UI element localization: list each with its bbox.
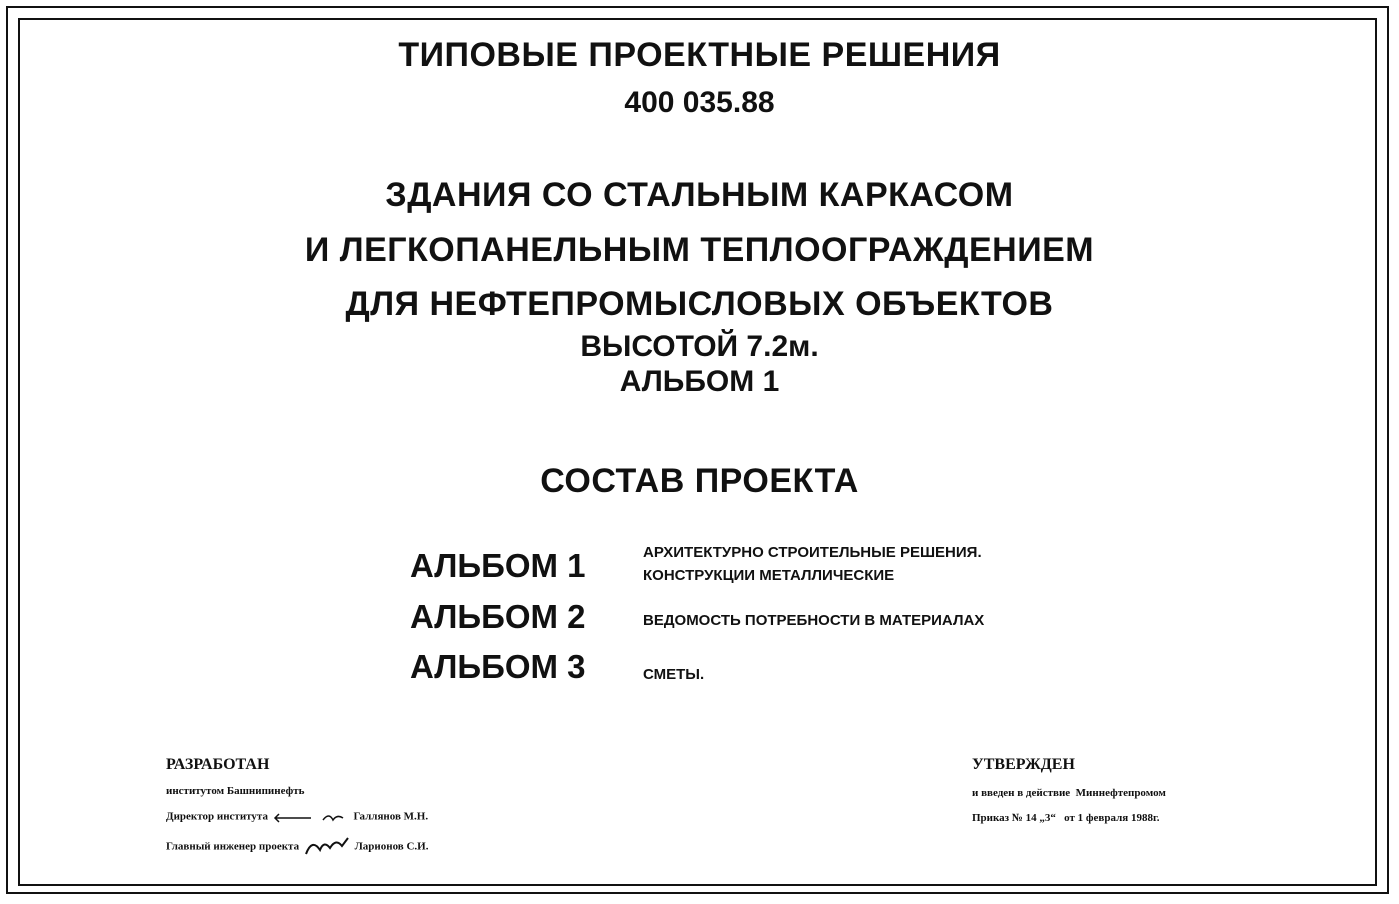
approved-prefix: и введен в действие: [972, 787, 1071, 799]
subject-height: ВЫСОТОЙ 7.2м.: [580, 330, 819, 363]
album-1-name: АЛЬБОМ 1: [410, 547, 586, 584]
developed-heading: РАЗРАБОТАН: [166, 756, 270, 773]
director-name: Галлянов М.Н.: [353, 810, 429, 823]
approved-line-2: [972, 812, 1159, 824]
subject-album: АЛЬБОМ 1: [619, 365, 780, 398]
approved-heading: УТВЕРЖДЕН: [972, 756, 1075, 773]
album-2-name: АЛЬБОМ 2: [410, 598, 586, 635]
subject-line-3: ДЛЯ НЕФТЕПРОМЫСЛОВЫХ ОБЪЕКТОВ: [345, 285, 1054, 323]
chief-role: Главный инженер проекта: [166, 840, 300, 853]
album-2-desc: ВЕДОМОСТЬ ПОТРЕБНОСТИ В МАТЕРИАЛАХ: [643, 612, 985, 629]
album-1-desc-2: КОНСТРУКЦИИ МЕТАЛЛИЧЕСКИЕ: [643, 567, 895, 584]
approved-date: от 1 февраля 1988г.: [1064, 812, 1160, 824]
chief-line: [166, 836, 428, 858]
director-signature: [271, 810, 351, 824]
album-1-desc-1: АРХИТЕКТУРНО СТРОИТЕЛЬНЫЕ РЕШЕНИЯ.: [643, 544, 982, 561]
subject-line-2: И ЛЕГКОПАНЕЛЬНЫМ ТЕПЛООГРАЖДЕНИЕМ: [304, 231, 1095, 269]
approved-org: Миннефтепромом: [1075, 787, 1166, 799]
chief-signature: [302, 836, 352, 858]
composition-heading: СОСТАВ ПРОЕКТА: [540, 462, 859, 500]
director-line: [166, 810, 428, 824]
approved-line-1: [972, 787, 1166, 799]
chief-name: Ларионов С.И.: [354, 840, 429, 853]
title-line: ТИПОВЫЕ ПРОЕКТНЫЕ РЕШЕНИЯ: [398, 36, 1001, 74]
approved-order: Приказ № 14 „3“: [972, 812, 1056, 824]
director-role: Директор института: [166, 810, 268, 823]
subject-line-1: ЗДАНИЯ СО СТАЛЬНЫМ КАРКАСОМ: [385, 176, 1014, 214]
album-3-desc: СМЕТЫ.: [643, 666, 705, 683]
project-code: 400 035.88: [624, 86, 775, 119]
album-3-name: АЛЬБОМ 3: [410, 648, 586, 685]
developed-institute: институтом Башнипинефть: [166, 785, 305, 797]
